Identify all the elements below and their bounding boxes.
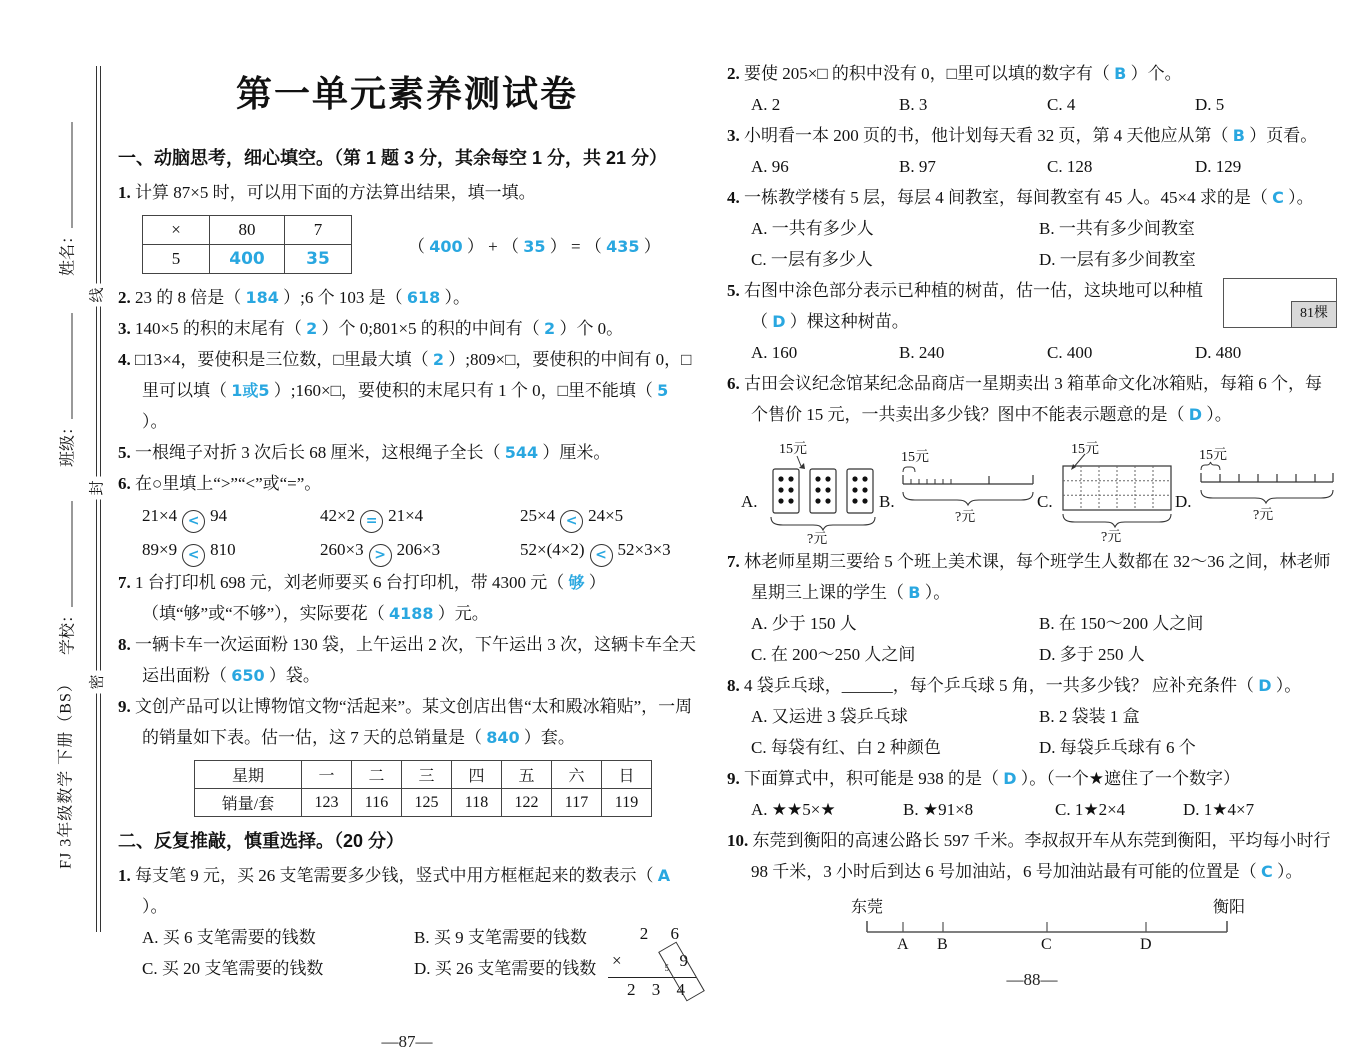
section-2-heading: 二、反复推敲，慎重选择。（20 分） [118,831,405,851]
total-label: ?元 [807,532,828,547]
option: A. 96 [751,157,789,176]
comparison-item: 260×3 > 206×3 [320,533,520,567]
option: B. 买 9 支笔需要的钱数 [414,928,587,947]
question-5: 5. 一根绳子对折 3 次后长 68 厘米，这根绳子全长（ 544 ）厘米。 [118,443,611,462]
question-4: 4. □13×4，要使积是三位数，□里最大填（ 2 ）;809×□，要使积的中间有 0，□里可以填（ 1或5 ）;160×□，要使积的末尾只有 1 个 0，□里不能填（ 5 ）。 [118,350,692,431]
shaded-planted-cell: 81棵 [1291,301,1337,328]
question-7: 7. 林老师星期三要给 5 个班上美术课，每个班学生人数都在 32～36 之间，林老师星期三上课的学生（ B ）。 [727,552,1331,602]
question-3-options [727,151,1337,182]
table-cell: 三 [402,761,452,789]
option: D. 买 26 支笔需要的钱数 [414,959,597,978]
question-9: 9. 下面算式中，积可能是 938 的是（ D ）。（一个★遮住了一个数字） [727,769,1241,788]
option: A. 少于 150 人 [751,614,857,633]
multiplicand: 2 6 [639,924,688,943]
question-5-options [727,337,1337,368]
diagram-letter: C. [1037,492,1053,511]
school-field [55,501,78,655]
choice-1-row [118,922,696,1020]
option: D. 多于 250 人 [1039,645,1145,664]
multiplication-split-table [142,215,352,274]
question-2-options [727,89,1337,120]
diagram-letter: D. [1175,492,1192,511]
section-1-heading: 一、动脑思考，细心填空。（第 1 题 3 分，其余每空 1 分，共 21 分） [118,148,668,168]
page-right [727,58,1337,990]
choice-1-options [118,922,608,984]
price-label: 15元 [1071,442,1099,457]
table-cell: 7 [285,216,352,245]
option: A. 又运进 3 袋乒乓球 [751,707,908,726]
name-blank-line [58,122,73,228]
multiplier: 9 [679,951,688,970]
diagram-c-grid [1057,438,1175,544]
option: D. 每袋乒乓球有 6 个 [1039,738,1196,757]
seal-char-feng: 封 [87,476,110,499]
choice-question-1: 1. 每支笔 9 元，买 26 支笔需要多少钱，竖式中用方框框起来的数表示（ A ）。 [118,866,671,916]
comparison-item: 89×9 < 810 [142,533,320,567]
total-label: ?元 [1253,508,1274,523]
comparison-item: 25×4 < 24×5 [520,499,696,533]
option: D. 129 [1195,157,1242,176]
option: D. 1★4×7 [1183,800,1255,819]
option: D. 5 [1195,95,1225,114]
diagram-letter: A. [741,492,758,511]
question-8: 8. 一辆卡车一次运面粉 130 袋，上午运出 2 次，下午运出 3 次，这辆卡车全天运出面粉（ 650 ）袋。 [118,635,696,685]
total-label: ?元 [1101,530,1122,545]
question-4-options [727,213,1337,275]
road-mark: B [937,936,948,953]
option: B. 在 150～200 人之间 [1039,614,1204,633]
table-cell: 星期 [195,761,302,789]
question-6-diagrams [741,438,1337,547]
question-8: 8. 4 袋乒乓球，______，每个乒乓球 5 角，一共多少钱？ 应补充条件（ D ）。 [727,676,1302,695]
question-3: 3. 140×5 的积的末尾有（ 2 ）个 0;801×5 的积的中间有（ 2 ）个 0。 [118,319,624,338]
option: C. 买 20 支笔需要的钱数 [142,959,324,978]
question-2: 2. 要使 205×□ 的积中没有 0，□里可以填的数字有（ B ）个。 [727,64,1182,83]
comparison-item: 42×2 = 21×4 [320,499,520,533]
option: B. 3 [899,95,928,114]
question-4: 4. 一栋教学楼有 5 层，每层 4 间教室，每间教室有 45 人。45×4 求的是（ C ）。 [727,188,1314,207]
option: C. 4 [1047,95,1076,114]
class-label: 班级： [59,418,77,468]
table-cell: 116 [352,789,402,817]
carry-digit: 5 [664,963,669,973]
option: B. 2 袋装 1 盒 [1039,707,1140,726]
name-label: 姓名： [59,227,77,277]
city-to-label: 衡阳 [1213,899,1246,916]
question-1: 1. 计算 87×5 时，可以用下面的方法算出结果，填一填。 [118,183,536,202]
table-cell: 5 [143,245,210,274]
weekly-sales-table [194,760,652,817]
comparison-item: 21×4 < 94 [142,499,320,533]
diagram-b-segment-bar [899,438,1037,544]
school-label: 学校： [59,606,77,656]
option: A. 160 [751,343,798,362]
page-number-right: —88— [1006,970,1058,989]
table-cell-answer: 400 [210,245,285,274]
book-edition-label: FJ 3年级数学 下册（BS） [57,675,75,869]
option: A. 2 [751,95,781,114]
total-label: ?元 [955,510,976,525]
question-1-work-area [142,215,696,274]
option: A. 一共有多少人 [751,219,874,238]
option: D. 一层有多少间教室 [1039,250,1196,269]
question-10: 10. 东莞到衡阳的高速公路长 597 千米。李叔叔开车从东莞到衡阳，平均每小时行 98 千米，3 小时后到达 6 号加油站，6 号加油站最有可能的位置是（ C ）。 [727,831,1331,881]
road-mark: C [1041,936,1052,953]
question-6: 6. 在○里填上“>”“<”或“=”。 [118,474,322,493]
option: A. ★★5×★ [751,800,836,819]
vertical-multiplication [608,924,696,1020]
option: C. 128 [1047,157,1093,176]
diagram-letter: B. [879,492,895,511]
question-5 [727,275,1337,337]
table-cell: 四 [452,761,502,789]
table-cell: 123 [302,789,352,817]
price-label: 15元 [779,442,807,457]
diagram-d-segment-bar [1195,438,1337,544]
question-1-equation: （ 400 ） + （ 35 ） = （ 435 ） [408,237,661,256]
question-9-options [727,794,1337,825]
question-6: 6. 古田会议纪念馆某纪念品商店一星期卖出 3 箱革命文化冰箱贴，每箱 6 个，每个售价 15 元，一共卖出多少钱？图中不能表示题意的是（ D ）。 [727,374,1322,424]
class-field [55,313,78,467]
question-2: 2. 23 的 8 倍是（ 184 ）;6 个 103 是（ 618 ）。 [118,288,471,307]
question-5-text: 5. 右图中涂色部分表示已种植的树苗，估一估，这块地可以种植（ D ）棵这种树苗。 [727,281,1203,331]
page-number-left: —87— [381,1032,433,1051]
option: D. 480 [1195,343,1242,362]
table-cell-answer: 35 [285,245,352,274]
table-cell: × [143,216,210,245]
option: C. 每袋有红、白 2 种颜色 [751,738,941,757]
table-cell: 二 [352,761,402,789]
road-mark: A [897,936,909,953]
product: 2 3 4 [627,980,691,999]
table-cell: 日 [602,761,652,789]
option: C. 在 200～250 人之间 [751,645,916,664]
table-cell: 一 [302,761,352,789]
road-mark: D [1140,936,1152,953]
question-3: 3. 小明看一本 200 页的书，他计划每天看 32 页，第 4 天他应从第（ B ）页看。 [727,126,1318,145]
exam-title: 第一单元素养测试卷 [235,74,578,114]
comparison-item: 52×(4×2) < 52×3×3 [520,533,696,567]
school-blank-line [58,501,73,607]
option: B. 97 [899,157,936,176]
option: A. 买 6 支笔需要的钱数 [142,928,316,947]
question-7-options [727,608,1337,670]
table-cell: 118 [452,789,502,817]
option: C. 400 [1047,343,1093,362]
times-sign: × [612,951,622,970]
price-label: 15元 [1199,448,1227,463]
planting-field-figure [1223,278,1337,328]
page-left [118,58,696,1052]
table-cell: 122 [502,789,552,817]
price-label: 15元 [901,450,929,465]
option: C. 一层有多少人 [751,250,873,269]
highway-line-diagram [837,894,1267,958]
question-9: 9. 文创产品可以让博物馆文物“活起来”。某文创店出售“太和殿冰箱贴”，一周的销量如下表。估一估，这 7 天的总销量是（ 840 ）套。 [118,697,693,747]
question-7: 7. 1 台打印机 698 元，刘老师要买 6 台打印机，带 4300 元（ 够 ）（填“够”或“不够”），实际要花（ 4188 ）元。 [118,573,606,623]
table-cell: 六 [552,761,602,789]
table-cell: 销量/套 [195,789,302,817]
question-8-options [727,701,1337,763]
table-cell: 80 [210,216,285,245]
table-cell: 五 [502,761,552,789]
option: B. ★91×8 [903,800,974,819]
table-cell: 125 [402,789,452,817]
city-from-label: 东莞 [851,899,884,916]
option: C. 1★2×4 [1055,800,1126,819]
seal-char-line: 线 [87,283,110,306]
option: B. 240 [899,343,945,362]
seal-char-mi: 密 [87,670,110,693]
option: B. 一共有多少间教室 [1039,219,1195,238]
table-cell: 117 [552,789,602,817]
comparison-grid [118,499,696,567]
class-blank-line [58,313,73,419]
name-field [55,122,78,276]
table-cell: 119 [602,789,652,817]
diagram-a-dot-cards [761,438,879,547]
